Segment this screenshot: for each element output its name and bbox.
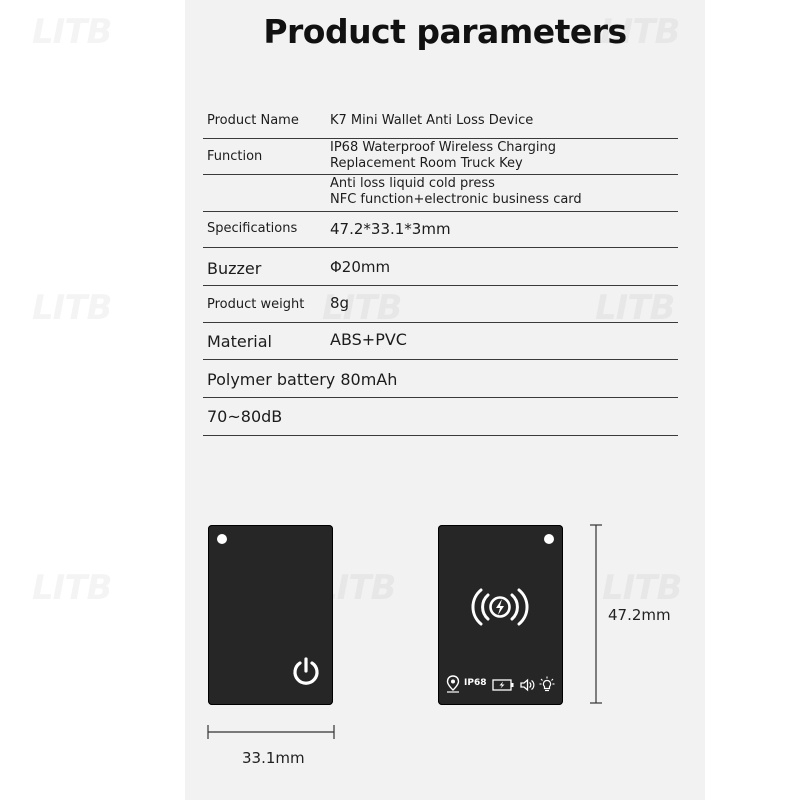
table-row-volume	[203, 397, 678, 436]
table-row-material	[203, 322, 678, 360]
wireless-charging-icon	[468, 587, 532, 627]
watermark	[602, 568, 681, 608]
row-label: Product weight	[207, 297, 305, 312]
power-icon	[290, 655, 322, 687]
width-label: 33.1mm	[242, 749, 305, 767]
table-row-product-name	[203, 104, 678, 139]
ip-rating-text: IP68	[464, 678, 487, 688]
table-row-buzzer	[203, 247, 678, 286]
row-label: 70~80dB	[207, 407, 283, 426]
battery-icon	[492, 679, 514, 691]
width-dimension-line	[205, 722, 337, 742]
row-label: Function	[207, 149, 263, 164]
table-row-weight	[203, 285, 678, 323]
row-value: Anti loss liquid cold press	[330, 176, 495, 191]
table-row-battery	[203, 359, 678, 398]
row-value: 8g	[330, 294, 350, 312]
device-back	[438, 525, 563, 705]
page-title: Product parameters	[263, 12, 627, 51]
row-label: Specifications	[207, 221, 298, 236]
height-label: 47.2mm	[608, 606, 671, 624]
row-label: Buzzer	[207, 259, 262, 278]
row-value: Replacement Room Truck Key	[330, 156, 523, 171]
row-label: Polymer battery 80mAh	[207, 370, 398, 389]
row-value: IP68 Waterproof Wireless Charging	[330, 140, 556, 155]
height-dimension-line	[588, 522, 604, 706]
watermark	[32, 12, 111, 52]
row-value: ABS+PVC	[330, 330, 407, 349]
lanyard-hole	[217, 534, 227, 544]
row-value: K7 Mini Wallet Anti Loss Device	[330, 113, 534, 128]
table-row-specifications	[203, 211, 678, 248]
row-label: Product Name	[207, 113, 299, 128]
device-front	[208, 525, 333, 705]
lanyard-hole	[544, 534, 554, 544]
location-icon	[446, 675, 460, 693]
row-value: 47.2*33.1*3mm	[330, 220, 451, 238]
row-value: NFC function+electronic business card	[330, 192, 582, 207]
table-row-function-cont	[203, 174, 678, 212]
watermark	[32, 288, 111, 328]
speaker-icon	[519, 677, 535, 693]
table-row-function	[203, 138, 678, 175]
watermark	[32, 568, 111, 608]
row-value: Φ20mm	[330, 258, 391, 276]
light-icon	[539, 676, 555, 693]
row-label: Material	[207, 332, 272, 351]
